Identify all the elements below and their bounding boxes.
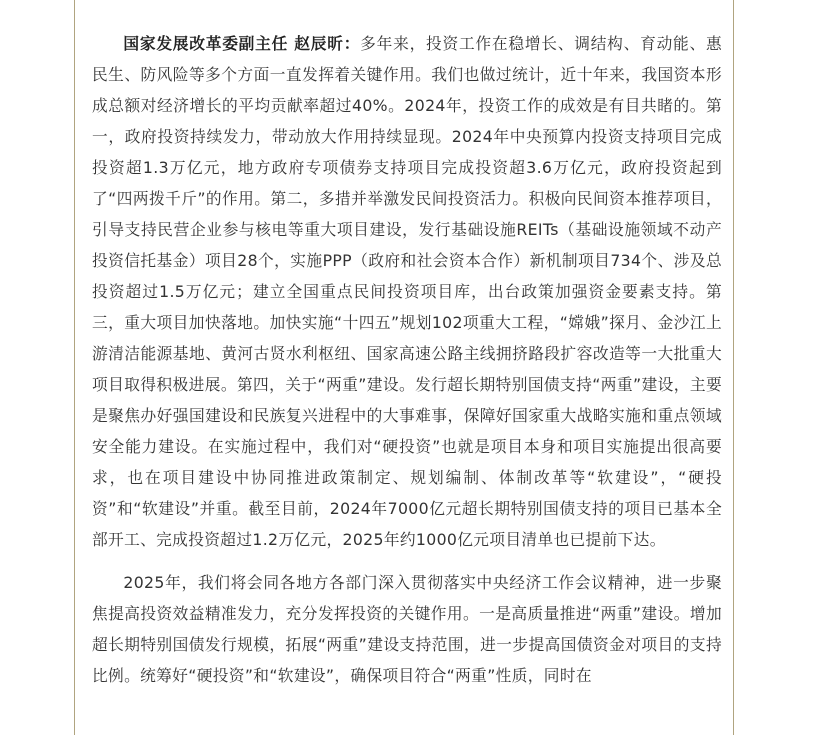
paragraph-text: 多年来，投资工作在稳增长、调结构、育动能、惠民生、防风险等多个方面一直发挥着关键作用。我们也做过统计，近十年来，我国资本形成总额对经济增长的平均贡献率超过40%。2024年，投资工作的成效是有目共睹的。第一，政府投资持续发力，带动放大作用持续显现。2024年中央预算内投资支持项目完成投资超1.3万亿元，地方政府专项债券支持项目完成投资超3.6万亿元，政府投资起到了“四两拨千斤”的作用。第二，多措并举激发民间投资活力。积极向民间资本推荐项目，引导支持民营企业参与核电等重大项目建设，发行基础设施REITs（基础设施领域不动产投资信托基金）项目28个，实施PPP（政府和社会资本合作）新机制项目734个、涉及总投资超过1.5万亿元；建立全国重点民间投资项目库，出台政策加强资金要素支持。第三，重大项目加快落地。加快实施“十四五”规划102项重大工程，“嫦娥”探月、金沙江上游清洁能源基地、黄河古贤水利枢纽、国家高速公路主线拥挤路段扩容改造等一大批重大项目取得积极进展。第四，关于“两重”建设。发行超长期特别国债支持“两重”建设，主要是聚焦办好强国建设和民族复兴进程中的大事难事，保障好国家重大战略实施和重点领域安全能力建设。在实施过程中，我们对“硬投资”也就是项目本身和项目实施提出很高要求，也在项目建设中协同推进政策制定、规划编制、体制改革等“软建设”，“硬投资”和“软建设”并重。截至目前，2024年7000亿元超长期特别国债支持的项目已基本全部开工、完成投资超过1.2万亿元，2025年约1000亿元项目清单也已提前下达。 bbox=[92, 34, 723, 549]
article-body bbox=[92, 28, 722, 703]
paragraph-speech bbox=[92, 28, 722, 555]
paragraph-text: 2025年，我们将会同各地方各部门深入贯彻落实中央经济工作会议精神，进一步聚焦提高投资效益精准发力，充分发挥投资的关键作用。一是高质量推进“两重”建设。增加超长期特别国债发行规模，拓展“两重”建设支持范围，进一步提高国债资金对项目的支持比例。统筹好“硬投资”和“软建设”，确保项目符合“两重”性质，同时在 bbox=[92, 573, 722, 685]
content-border-right bbox=[733, 0, 734, 735]
paragraph-outlook bbox=[92, 567, 722, 691]
speaker-name: 国家发展改革委副主任 赵辰昕： bbox=[123, 34, 361, 53]
content-border-left bbox=[74, 0, 75, 735]
